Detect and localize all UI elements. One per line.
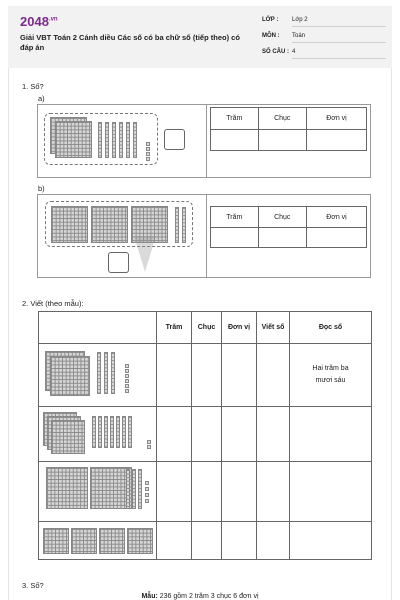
answer-cell[interactable]: [192, 344, 222, 407]
ten-rod: [98, 416, 102, 448]
hundred-block: [50, 356, 90, 396]
site-logo[interactable]: $2048^{.vn}$: [20, 14, 58, 29]
hundred-block: [43, 528, 69, 554]
unit-cube: [125, 389, 129, 393]
answer-cell[interactable]: [306, 228, 366, 248]
col-hundreds-header: Trăm: [211, 108, 259, 130]
unit-cube: [125, 384, 129, 388]
col-write-number-header: Viết số: [257, 312, 290, 344]
answer-cell[interactable]: [257, 407, 290, 462]
unit-cube: [125, 374, 129, 378]
hundred-block: [99, 528, 125, 554]
answer-cell[interactable]: [222, 522, 257, 560]
hundred-block: [46, 467, 88, 509]
col-tens-header: Chục: [192, 312, 222, 344]
part-b-label: b): [38, 184, 45, 193]
col-tens-header: Chục: [258, 108, 306, 130]
q1a-place-value-table: [210, 107, 367, 151]
answer-cell[interactable]: [157, 462, 192, 522]
document-header: $2048^{.vn}$ Giải VBT Toán 2 Cánh diều Các số có ba chữ số (tiếp theo) có đáp án LỚP : Lớp 2 MÔN : Toán SỐ CÂU : 4: [8, 6, 392, 68]
ten-rod: [122, 416, 126, 448]
answer-cell[interactable]: [192, 462, 222, 522]
unit-cube: [125, 364, 129, 368]
example-reading: Hai trăm ba mươi sáu: [290, 344, 372, 407]
answer-cell[interactable]: [192, 407, 222, 462]
ten-rod: [175, 207, 179, 243]
answer-cell[interactable]: [157, 522, 192, 560]
page-title: Giải VBT Toán 2 Cánh diều Các số có ba chữ số (tiếp theo) có đáp án: [20, 33, 240, 52]
unit-cube: [146, 152, 150, 156]
answer-box-b[interactable]: [108, 252, 129, 273]
q1b-place-value-table: [210, 206, 367, 248]
ten-rod: [111, 352, 115, 394]
answer-cell[interactable]: [257, 344, 290, 407]
ten-rod: [98, 122, 102, 158]
question-3-label: 3. Số?: [22, 581, 44, 590]
answer-box-a[interactable]: [164, 129, 185, 150]
ten-rod: [110, 416, 114, 448]
col-units-header: Đơn vị: [222, 312, 257, 344]
hundred-block: [55, 121, 92, 158]
watermark-shape: [134, 236, 156, 272]
col-hundreds-header: Trăm: [157, 312, 192, 344]
unit-cube: [147, 440, 151, 444]
ten-rod: [105, 122, 109, 158]
ten-rod: [182, 207, 186, 243]
ten-rod: [133, 122, 137, 158]
answer-cell[interactable]: [257, 522, 290, 560]
part-a-label: a): [38, 94, 45, 103]
answer-cell[interactable]: [222, 407, 257, 462]
sample-text: Mẫu: 236 gồm 2 trăm 3 chục 6 đơn vị: [141, 593, 259, 600]
col-hundreds-header: Trăm: [211, 207, 259, 228]
answer-cell[interactable]: [257, 462, 290, 522]
ten-rod: [97, 352, 101, 394]
ten-rod: [132, 469, 136, 509]
panel-divider: [206, 195, 207, 277]
unit-cube: [125, 369, 129, 373]
unit-cube: [145, 481, 149, 485]
answer-cell[interactable]: [306, 130, 366, 151]
answer-cell[interactable]: [192, 522, 222, 560]
answer-cell[interactable]: [211, 228, 259, 248]
blocks-header: [39, 312, 157, 344]
unit-cube: [145, 487, 149, 491]
ten-rod: [116, 416, 120, 448]
unit-cube: [147, 445, 151, 449]
ten-rod: [126, 122, 130, 158]
unit-cube: [145, 493, 149, 497]
ten-rod: [104, 352, 108, 394]
q2-table: [38, 311, 372, 560]
hundred-block: [91, 206, 128, 243]
ten-rod: [92, 416, 96, 448]
answer-cell[interactable]: [258, 130, 306, 151]
answer-cell[interactable]: [211, 130, 259, 151]
unit-cube: [125, 379, 129, 383]
panel-divider: [206, 105, 207, 177]
ten-rod: [138, 469, 142, 509]
ten-rod: [119, 122, 123, 158]
unit-cube: [146, 157, 150, 161]
question-1-label: 1. Số?: [22, 82, 44, 91]
hundred-block: [51, 206, 88, 243]
answer-cell[interactable]: [157, 407, 192, 462]
unit-cube: [146, 147, 150, 151]
unit-cube: [145, 499, 149, 503]
ten-rod: [128, 416, 132, 448]
answer-cell[interactable]: [290, 462, 372, 522]
hundred-block: [51, 420, 85, 454]
hundred-block: [127, 528, 153, 554]
col-units-header: Đơn vị: [306, 108, 366, 130]
question-2-label: 2. Viết (theo mẫu):: [22, 299, 84, 308]
answer-cell[interactable]: [222, 344, 257, 407]
answer-cell[interactable]: [258, 228, 306, 248]
col-read-number-header: Đọc số: [290, 312, 372, 344]
answer-cell[interactable]: [222, 462, 257, 522]
answer-cell[interactable]: [157, 344, 192, 407]
answer-cell[interactable]: [290, 522, 372, 560]
unit-cube: [146, 142, 150, 146]
ten-rod: [112, 122, 116, 158]
col-tens-header: Chục: [258, 207, 306, 228]
ten-rod: [126, 469, 130, 509]
col-units-header: Đơn vị: [306, 207, 366, 228]
answer-cell[interactable]: [290, 407, 372, 462]
ten-rod: [104, 416, 108, 448]
hundred-block: [71, 528, 97, 554]
